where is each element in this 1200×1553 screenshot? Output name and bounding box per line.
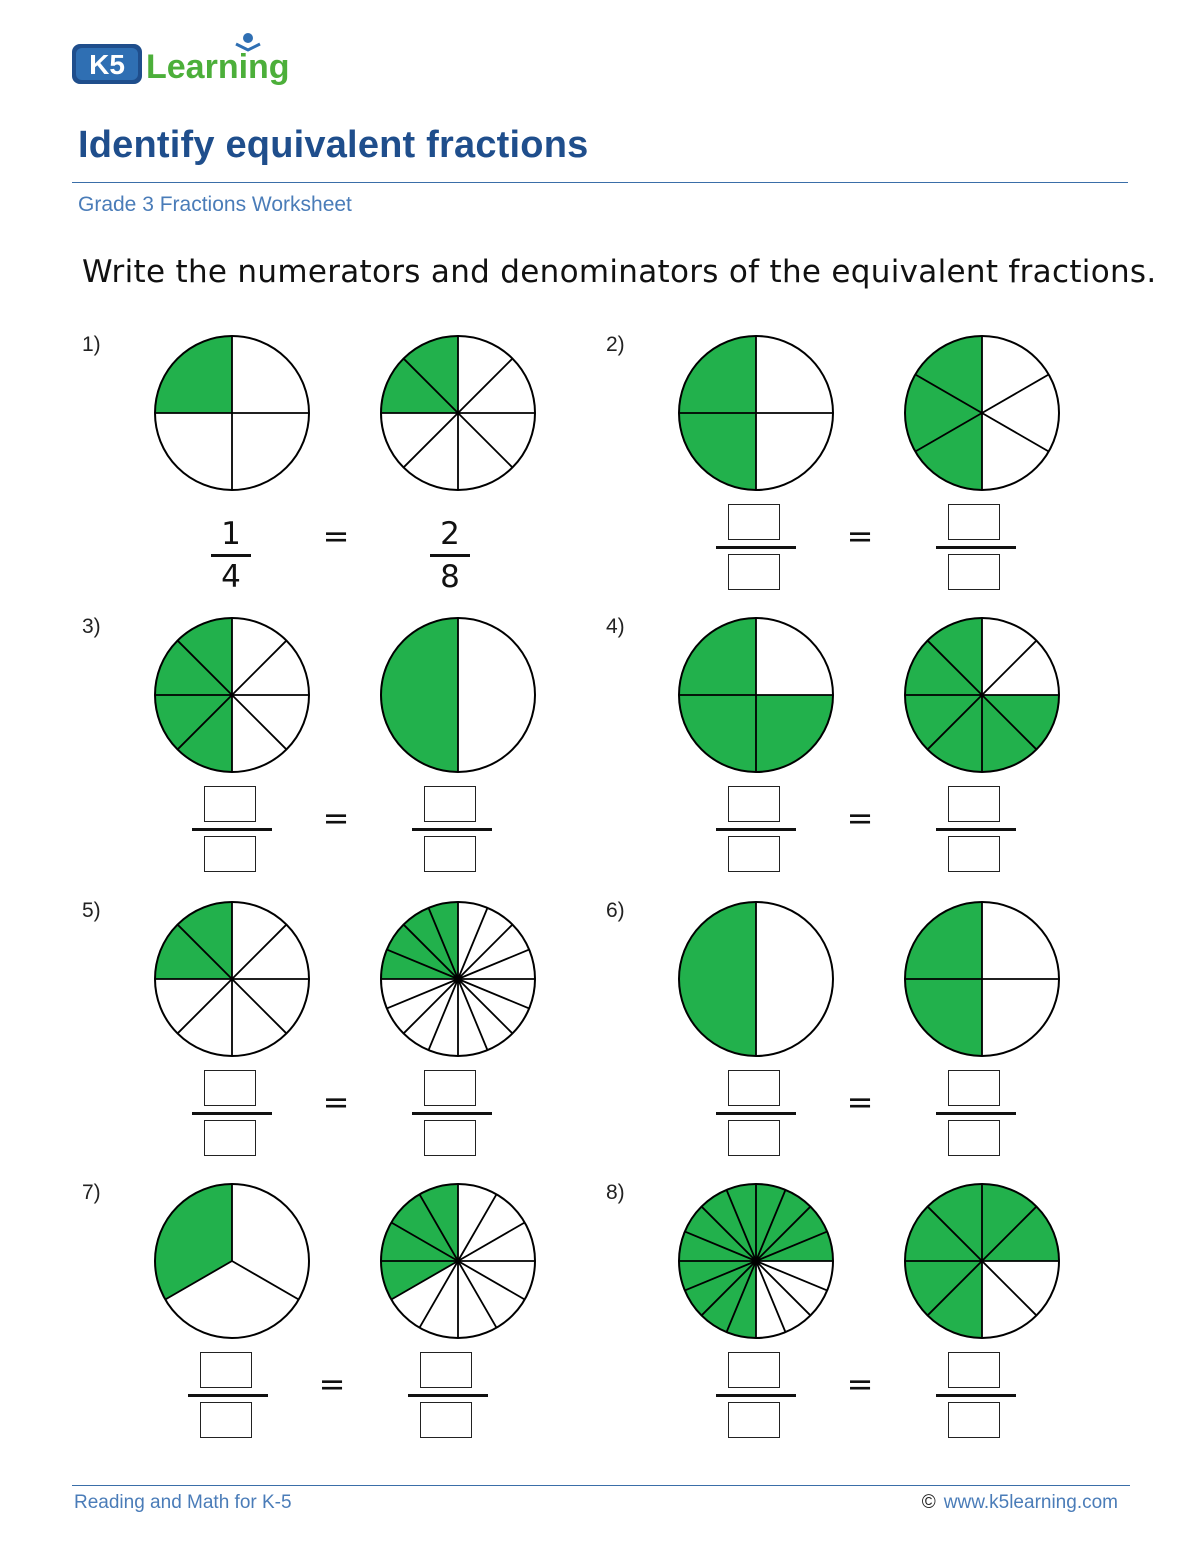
instructions: Write the numerators and denominators of the equivalent fractions. (82, 254, 1157, 290)
equals-sign: = (322, 799, 350, 837)
numerator: 2 (440, 516, 460, 552)
denominator-box[interactable] (728, 554, 780, 590)
denominator-box[interactable] (204, 836, 256, 872)
sector-divider (982, 413, 1049, 452)
fraction-bar (936, 1112, 1016, 1115)
answer-fraction-left (716, 1070, 796, 1158)
answer-fraction-right (408, 1352, 488, 1440)
shaded-sector (679, 413, 756, 490)
shaded-sector (905, 979, 982, 1056)
header-divider (72, 182, 1128, 183)
k5-learning-logo (70, 28, 310, 90)
problem-5 (82, 899, 602, 1169)
sector-divider (756, 1261, 810, 1315)
fraction-circle-right (378, 615, 538, 775)
problem-number: 5) (82, 899, 101, 922)
numerator-box[interactable] (728, 504, 780, 540)
fraction-circle-right (902, 899, 1062, 1059)
page-title: Identify equivalent fractions (78, 124, 589, 166)
problem-number: 1) (82, 333, 101, 356)
answer-fraction-right (936, 1070, 1016, 1158)
answer-fraction-right (936, 504, 1016, 592)
numerator-box[interactable] (728, 1352, 780, 1388)
denominator-box[interactable] (200, 1402, 252, 1438)
denominator-box[interactable] (728, 836, 780, 872)
fraction-circle-right (378, 333, 538, 493)
sector-divider (232, 1261, 299, 1300)
answer-fraction-left (192, 1070, 272, 1158)
answer-fraction-left (188, 1352, 268, 1440)
shaded-sector (679, 618, 756, 695)
denominator-box[interactable] (948, 554, 1000, 590)
shaded-sector (679, 695, 756, 772)
shaded-sector (679, 336, 756, 413)
fraction-bar (716, 1394, 796, 1397)
fraction-bar (211, 554, 251, 557)
denominator-box[interactable] (728, 1120, 780, 1156)
problem-7 (82, 1181, 602, 1451)
sector-divider (232, 695, 286, 749)
sector-divider (232, 979, 286, 1033)
sector-divider (458, 1261, 497, 1328)
fraction-bar (430, 554, 470, 557)
problem-number: 6) (606, 899, 625, 922)
problem-8 (606, 1181, 1126, 1451)
shaded-sector (155, 1184, 232, 1300)
denominator-box[interactable] (204, 1120, 256, 1156)
answer-fraction-left (716, 1352, 796, 1440)
numerator-box[interactable] (424, 1070, 476, 1106)
equals-sign: = (846, 1083, 874, 1121)
sector-divider (404, 979, 458, 1033)
answer-fraction-left (192, 786, 272, 874)
fraction-bar (412, 1112, 492, 1115)
numerator-box[interactable] (948, 1070, 1000, 1106)
fraction-bar (408, 1394, 488, 1397)
sector-divider (458, 359, 512, 413)
problem-2 (606, 333, 1126, 603)
fraction-circle-left (676, 1181, 836, 1341)
problem-1 (82, 333, 602, 603)
denominator: 8 (440, 559, 460, 595)
problem-number: 3) (82, 615, 101, 638)
numerator-box[interactable] (728, 786, 780, 822)
fraction-left (211, 516, 251, 595)
numerator-box[interactable] (728, 1070, 780, 1106)
fraction-bar (936, 1394, 1016, 1397)
equals-sign: = (322, 1083, 350, 1121)
fraction-right (430, 516, 470, 595)
fraction-circle-left (152, 1181, 312, 1341)
problem-3 (82, 615, 602, 885)
problem-number: 8) (606, 1181, 625, 1204)
sector-divider (458, 1261, 525, 1300)
denominator-box[interactable] (948, 836, 1000, 872)
fraction-circle-left (152, 333, 312, 493)
answer-fraction-right (936, 1352, 1016, 1440)
numerator-box[interactable] (204, 1070, 256, 1106)
denominator-box[interactable] (948, 1402, 1000, 1438)
numerator-box[interactable] (948, 786, 1000, 822)
shaded-sector (155, 336, 232, 413)
denominator-box[interactable] (424, 1120, 476, 1156)
denominator-box[interactable] (424, 836, 476, 872)
fraction-circle-left (676, 899, 836, 1059)
numerator-box[interactable] (424, 786, 476, 822)
sector-divider (982, 375, 1049, 414)
denominator-box[interactable] (420, 1402, 472, 1438)
denominator-box[interactable] (948, 1120, 1000, 1156)
fraction-bar (716, 546, 796, 549)
site-link[interactable]: www.k5learning.com (943, 1492, 1118, 1513)
copyright-symbol: © (921, 1492, 936, 1513)
fraction-circle-left (676, 333, 836, 493)
fraction-bar (192, 1112, 272, 1115)
sector-divider (982, 641, 1036, 695)
sector-divider (232, 641, 286, 695)
footer-tagline: Reading and Math for K-5 (74, 1492, 292, 1513)
numerator: 1 (221, 516, 241, 552)
shaded-sector (756, 695, 833, 772)
sector-divider (458, 925, 512, 979)
fraction-circle-right (378, 1181, 538, 1341)
numerator-box[interactable] (948, 1352, 1000, 1388)
fraction-circle-left (676, 615, 836, 775)
equals-sign: = (846, 1365, 874, 1403)
fraction-bar (936, 828, 1016, 831)
fraction-bar (188, 1394, 268, 1397)
shaded-sector (679, 902, 756, 1056)
answer-fraction-right (936, 786, 1016, 874)
problem-number: 2) (606, 333, 625, 356)
problem-number: 4) (606, 615, 625, 638)
worksheet-subtitle: Grade 3 Fractions Worksheet (78, 193, 352, 216)
sector-divider (232, 925, 286, 979)
shaded-sector (905, 902, 982, 979)
sector-divider (458, 1194, 497, 1261)
problem-4 (606, 615, 1126, 885)
sector-divider (404, 413, 458, 467)
equals-sign: = (318, 1365, 346, 1403)
answer-fraction-left (716, 786, 796, 874)
fraction-bar (716, 828, 796, 831)
footer-divider (72, 1485, 1130, 1486)
problem-number: 7) (82, 1181, 101, 1204)
sector-divider (982, 1261, 1036, 1315)
numerator-box[interactable] (204, 786, 256, 822)
numerator-box[interactable] (200, 1352, 252, 1388)
answer-fraction-right (412, 786, 492, 874)
fraction-bar (936, 546, 1016, 549)
sector-divider (178, 979, 232, 1033)
problem-6 (606, 899, 1126, 1169)
equals-sign: = (846, 517, 874, 555)
logo-learning-text: Learning (146, 48, 290, 86)
sector-divider (458, 413, 512, 467)
equals-sign: = (322, 517, 350, 555)
answer-fraction-right (412, 1070, 492, 1158)
sector-divider (458, 1223, 525, 1262)
logo-figure-icon (243, 33, 253, 43)
fraction-circle-left (152, 615, 312, 775)
numerator-box[interactable] (420, 1352, 472, 1388)
denominator-box[interactable] (728, 1402, 780, 1438)
fraction-circle-right (902, 333, 1062, 493)
sector-divider (458, 979, 512, 1033)
shaded-sector (381, 618, 458, 772)
fraction-bar (412, 828, 492, 831)
logo-k5-text: K5 (89, 49, 125, 80)
fraction-circle-left (152, 899, 312, 1059)
denominator: 4 (221, 559, 241, 595)
equals-sign: = (846, 799, 874, 837)
footer-site (922, 1492, 1118, 1514)
fraction-bar (716, 1112, 796, 1115)
numerator-box[interactable] (948, 504, 1000, 540)
fraction-circle-right (902, 1181, 1062, 1341)
answer-fraction-left (716, 504, 796, 592)
fraction-circle-right (902, 615, 1062, 775)
fraction-circle-right (378, 899, 538, 1059)
fraction-bar (192, 828, 272, 831)
